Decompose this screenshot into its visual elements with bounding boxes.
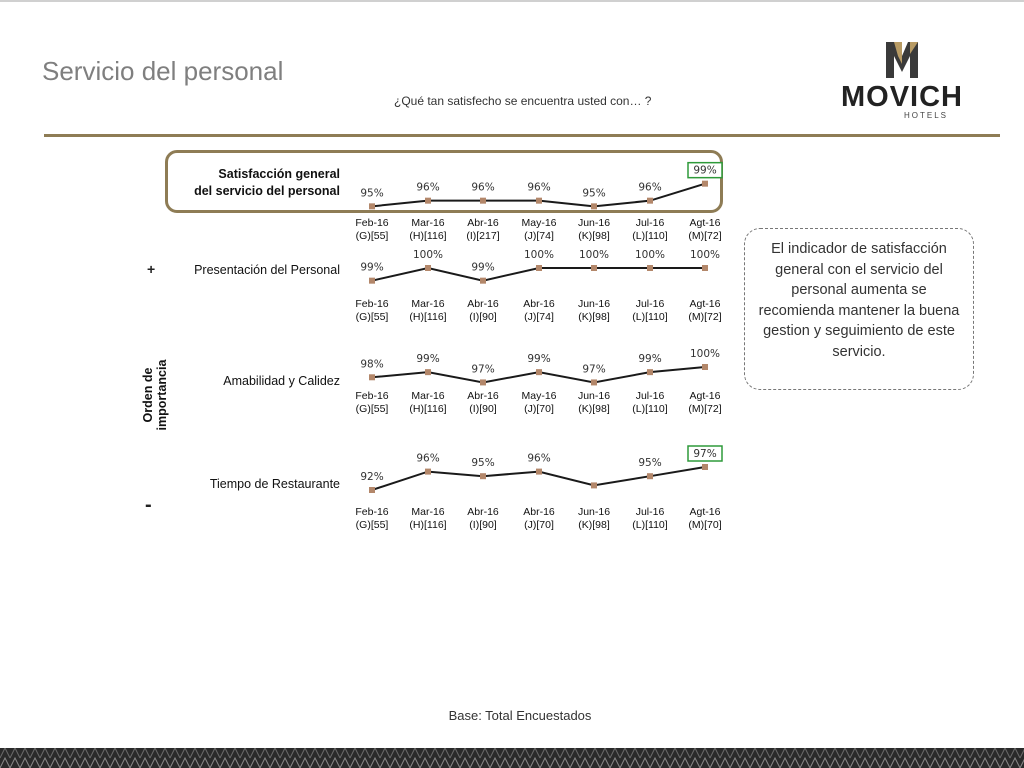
- importance-axis-title: Orden de importancia: [141, 359, 169, 431]
- data-point-marker: [702, 464, 708, 470]
- category-tick-label: (L)[110]: [632, 311, 668, 323]
- data-label: 96%: [527, 452, 551, 465]
- category-tick-label: Jul-16: [635, 217, 665, 229]
- category-tick-label: (J)[74]: [524, 230, 554, 242]
- category-tick-label: (L)[110]: [632, 230, 668, 242]
- data-label: 95%: [638, 457, 662, 470]
- category-tick-label: Jul-16: [635, 390, 665, 402]
- data-label: 99%: [416, 353, 440, 366]
- data-label: 97%: [471, 363, 495, 376]
- importance-minus-sign: -: [145, 494, 152, 516]
- data-point-marker: [480, 278, 486, 284]
- category-tick-label: Agt-16: [689, 506, 721, 518]
- category-tick-label: (M)[70]: [688, 519, 722, 531]
- data-point-marker: [647, 473, 653, 479]
- row-label-line: del servicio del personal: [194, 184, 340, 198]
- data-point-marker: [647, 369, 653, 375]
- category-tick-label: Jun-16: [577, 298, 611, 310]
- category-tick-label: (H)[116]: [409, 311, 447, 323]
- data-point-marker: [425, 469, 431, 475]
- category-tick-label: (L)[110]: [632, 519, 668, 531]
- category-tick-label: Agt-16: [689, 217, 721, 229]
- data-label: 96%: [416, 181, 440, 194]
- data-point-marker: [480, 379, 486, 385]
- logo-subtext: HOTELS: [903, 111, 949, 120]
- data-point-marker: [536, 469, 542, 475]
- data-label: 96%: [471, 181, 495, 194]
- data-label: 100%: [523, 249, 555, 261]
- category-tick-label: (H)[116]: [409, 519, 447, 531]
- category-tick-label: (G)[55]: [355, 519, 389, 531]
- data-label: 100%: [689, 348, 721, 360]
- category-tick-label: Mar-16: [411, 506, 445, 518]
- category-tick-label: Abr-16: [467, 506, 499, 518]
- data-point-marker: [591, 265, 597, 271]
- data-label: 92%: [360, 471, 384, 483]
- data-label: 96%: [416, 452, 440, 465]
- note-callout: El indicador de satisfacción general con el servicio del personal aumenta se recomienda mantener la buena gestion y seguimiento de este servicio.: [744, 228, 974, 390]
- category-tick-label: (M)[72]: [688, 311, 722, 323]
- category-tick-label: Jun-16: [577, 217, 611, 229]
- row-label-line: Satisfacción general: [218, 167, 340, 181]
- data-point-marker: [480, 198, 486, 204]
- data-point-marker: [536, 198, 542, 204]
- category-tick-label: (M)[72]: [688, 230, 722, 242]
- row-label-restaurante: Tiempo de Restaurante: [209, 477, 340, 491]
- data-point-marker: [647, 265, 653, 271]
- category-tick-label: (K)[98]: [578, 311, 610, 323]
- category-tick-label: (K)[98]: [578, 519, 610, 531]
- data-label: 95%: [360, 187, 384, 200]
- category-tick-label: Feb-16: [355, 298, 389, 310]
- category-tick-label: Agt-16: [689, 390, 721, 402]
- category-tick-label: (L)[110]: [632, 403, 668, 415]
- data-point-marker: [425, 198, 431, 204]
- category-tick-label: Jun-16: [577, 506, 611, 518]
- category-tick-label: May-16: [521, 217, 557, 229]
- category-tick-label: Abr-16: [467, 390, 499, 402]
- data-point-marker: [480, 473, 486, 479]
- data-label: 99%: [471, 261, 495, 274]
- category-tick-label: (G)[55]: [355, 311, 389, 323]
- category-tick-label: Feb-16: [355, 217, 389, 229]
- category-tick-label: (G)[55]: [355, 403, 389, 415]
- importance-plus-sign: +: [147, 261, 156, 277]
- category-tick-label: (I)[90]: [469, 311, 497, 323]
- category-tick-label: (J)[70]: [524, 519, 554, 531]
- category-tick-label: Agt-16: [689, 298, 721, 310]
- category-tick-label: (G)[55]: [355, 230, 389, 242]
- category-tick-label: Mar-16: [411, 217, 445, 229]
- data-point-marker: [647, 198, 653, 204]
- data-label: 99%: [527, 353, 551, 366]
- category-tick-label: (H)[116]: [409, 403, 447, 415]
- category-tick-label: Abr-16: [467, 217, 499, 229]
- bottom-pattern-band: [0, 748, 1024, 768]
- data-label: 97%: [582, 363, 606, 376]
- data-label: 99%: [360, 261, 384, 274]
- data-label: 96%: [527, 181, 551, 194]
- logo-wordmark: MOVICH: [841, 81, 963, 113]
- data-label: 100%: [412, 249, 444, 261]
- page-title: Servicio del personal: [42, 56, 284, 86]
- data-point-marker: [425, 265, 431, 271]
- data-label: 96%: [638, 181, 662, 194]
- category-tick-label: Abr-16: [467, 298, 499, 310]
- data-point-marker: [591, 379, 597, 385]
- category-tick-label: (J)[70]: [524, 403, 554, 415]
- data-point-marker: [369, 487, 375, 493]
- data-label: 100%: [578, 249, 610, 261]
- data-point-marker: [369, 203, 375, 209]
- category-tick-label: (H)[116]: [409, 230, 447, 242]
- data-point-marker: [702, 364, 708, 370]
- category-tick-label: May-16: [521, 390, 557, 402]
- page-subtitle: ¿Qué tan satisfecho se encuentra usted con… ?: [394, 94, 652, 108]
- row-label-presentacion: Presentación del Personal: [194, 263, 340, 277]
- data-label: 99%: [693, 164, 717, 177]
- category-tick-label: Jun-16: [577, 390, 611, 402]
- data-point-marker: [369, 374, 375, 380]
- data-label: 98%: [360, 358, 384, 371]
- data-point-marker: [425, 369, 431, 375]
- category-tick-label: (K)[98]: [578, 230, 610, 242]
- category-tick-label: (I)[217]: [466, 230, 500, 242]
- category-tick-label: (K)[98]: [578, 403, 610, 415]
- category-tick-label: (I)[90]: [469, 519, 497, 531]
- category-tick-label: Abr-16: [523, 298, 555, 310]
- category-tick-label: Feb-16: [355, 506, 389, 518]
- category-tick-label: Feb-16: [355, 390, 389, 402]
- data-point-marker: [702, 265, 708, 271]
- row-label-amabilidad: Amabilidad y Calidez: [223, 374, 340, 388]
- base-footnote: Base: Total Encuestados: [448, 708, 592, 723]
- data-label: 95%: [471, 457, 495, 470]
- data-label: 95%: [582, 187, 606, 200]
- data-label: 97%: [693, 448, 717, 460]
- data-label: 100%: [634, 249, 666, 261]
- category-tick-label: Jul-16: [635, 506, 665, 518]
- data-point-marker: [536, 265, 542, 271]
- category-tick-label: (J)[74]: [524, 311, 554, 323]
- data-label: 100%: [689, 249, 721, 261]
- data-point-marker: [702, 181, 708, 187]
- data-label: 99%: [638, 353, 662, 366]
- category-tick-label: Mar-16: [411, 298, 445, 310]
- category-tick-label: (M)[72]: [688, 403, 722, 415]
- data-point-marker: [591, 203, 597, 209]
- category-tick-label: Jul-16: [635, 298, 665, 310]
- data-point-marker: [591, 482, 597, 488]
- data-point-marker: [369, 278, 375, 284]
- category-tick-label: Abr-16: [523, 506, 555, 518]
- data-point-marker: [536, 369, 542, 375]
- category-tick-label: Mar-16: [411, 390, 445, 402]
- category-tick-label: (I)[90]: [469, 403, 497, 415]
